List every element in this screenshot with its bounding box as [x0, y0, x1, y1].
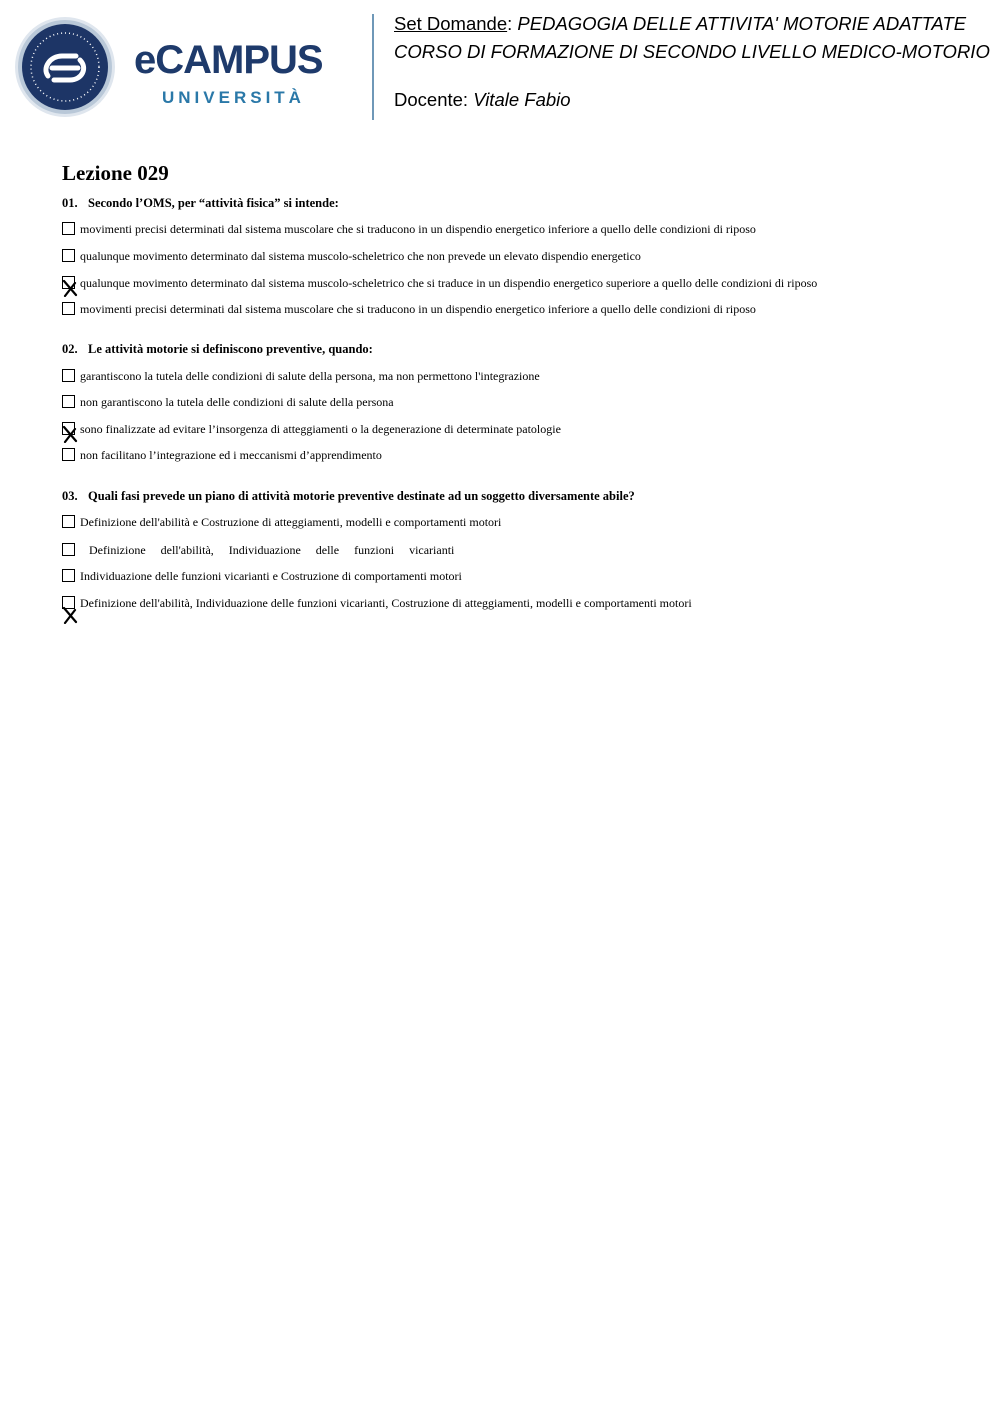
- teacher-line: [394, 91, 571, 110]
- answer-checkbox[interactable]: [62, 515, 75, 528]
- question-1: [62, 196, 339, 211]
- question-number: 03.: [62, 489, 78, 503]
- question-2: [62, 342, 373, 357]
- answer-checkbox[interactable]: [62, 569, 75, 582]
- answer-checkbox[interactable]: [62, 302, 75, 315]
- ecampus-logo-text: eCAMPUS: [134, 38, 323, 82]
- question-number: 02.: [62, 342, 78, 356]
- answer-text: garantiscono la tutela delle condizioni di salute della persona, ma non permettono l'integrazione: [80, 369, 540, 383]
- answer-text: Definizione dell'abilità, Individuazione delle funzioni vicarianti, Costruzione di atteggiamenti, modelli e comportamenti motori: [80, 596, 692, 610]
- answer-checkbox[interactable]: [62, 543, 75, 556]
- question-text: Secondo l’OMS, per “attività fisica” si intende:: [88, 196, 339, 210]
- answer-checkbox[interactable]: [62, 369, 75, 382]
- teacher-name: Vitale Fabio: [473, 89, 571, 110]
- set-colon: :: [507, 13, 513, 34]
- question-text: Le attività motorie si definiscono preventive, quando:: [88, 342, 373, 356]
- answer-text: Definizione dell'abilità, Individuazione delle funzioni vicarianti: [89, 543, 455, 557]
- answer-text: Individuazione delle funzioni vicarianti e Costruzione di comportamenti motori: [80, 569, 462, 583]
- course-subtitle: CORSO DI FORMAZIONE DI SECONDO LIVELLO MEDICO-MOTORIO: [394, 41, 990, 62]
- answer-text: movimenti precisi determinati dal sistema muscolare che si traducono in un dispendio energetico inferiore a quello delle condizioni di riposo: [80, 302, 756, 316]
- course-title-line: [394, 15, 966, 34]
- lesson-title: Lezione 029: [62, 161, 169, 185]
- answer-text: sono finalizzate ad evitare l’insorgenza di atteggiamenti o la degenerazione di determinate patologie: [80, 422, 561, 436]
- header-divider: [372, 14, 374, 120]
- answer-checkbox[interactable]: [62, 222, 75, 235]
- answer-text: Definizione dell'abilità e Costruzione di atteggiamenti, modelli e comportamenti motori: [80, 515, 502, 529]
- question-text: Quali fasi prevede un piano di attività motorie preventive destinate ad un soggetto diversamente abile?: [88, 489, 635, 503]
- answer-text: qualunque movimento determinato dal sistema muscolo-scheletrico che si traduce in un dispendio energetico superiore a quello delle condizioni di riposo: [80, 276, 818, 290]
- answer-checkbox[interactable]: [62, 448, 75, 461]
- set-label: Set Domande: [394, 13, 508, 34]
- answer-text: movimenti precisi determinati dal sistema muscolare che si traducono in un dispendio energetico inferiore a quello delle condizioni di riposo: [80, 222, 756, 236]
- answer-text: non garantiscono la tutela delle condizioni di salute della persona: [80, 395, 394, 409]
- course-title: PEDAGOGIA DELLE ATTIVITA' MOTORIE ADATTATE: [517, 13, 967, 34]
- question-number: 01.: [62, 196, 78, 210]
- check-mark-icon: [62, 425, 78, 443]
- page-header: [0, 0, 1000, 130]
- question-3: [62, 489, 635, 504]
- check-mark-icon: [62, 606, 78, 624]
- answer-text: non facilitano l’integrazione ed i meccanismi d’apprendimento: [80, 448, 382, 462]
- teacher-label: Docente:: [394, 89, 469, 110]
- ecampus-logo-emblem: [14, 16, 116, 118]
- answer-checkbox[interactable]: [62, 249, 75, 262]
- ecampus-logo-subtext: UNIVERSITÀ: [162, 88, 305, 107]
- answer-checkbox[interactable]: [62, 395, 75, 408]
- answer-text: qualunque movimento determinato dal sistema muscolo-scheletrico che non prevede un elevato dispendio energetico: [80, 249, 641, 263]
- check-mark-icon: [62, 279, 78, 297]
